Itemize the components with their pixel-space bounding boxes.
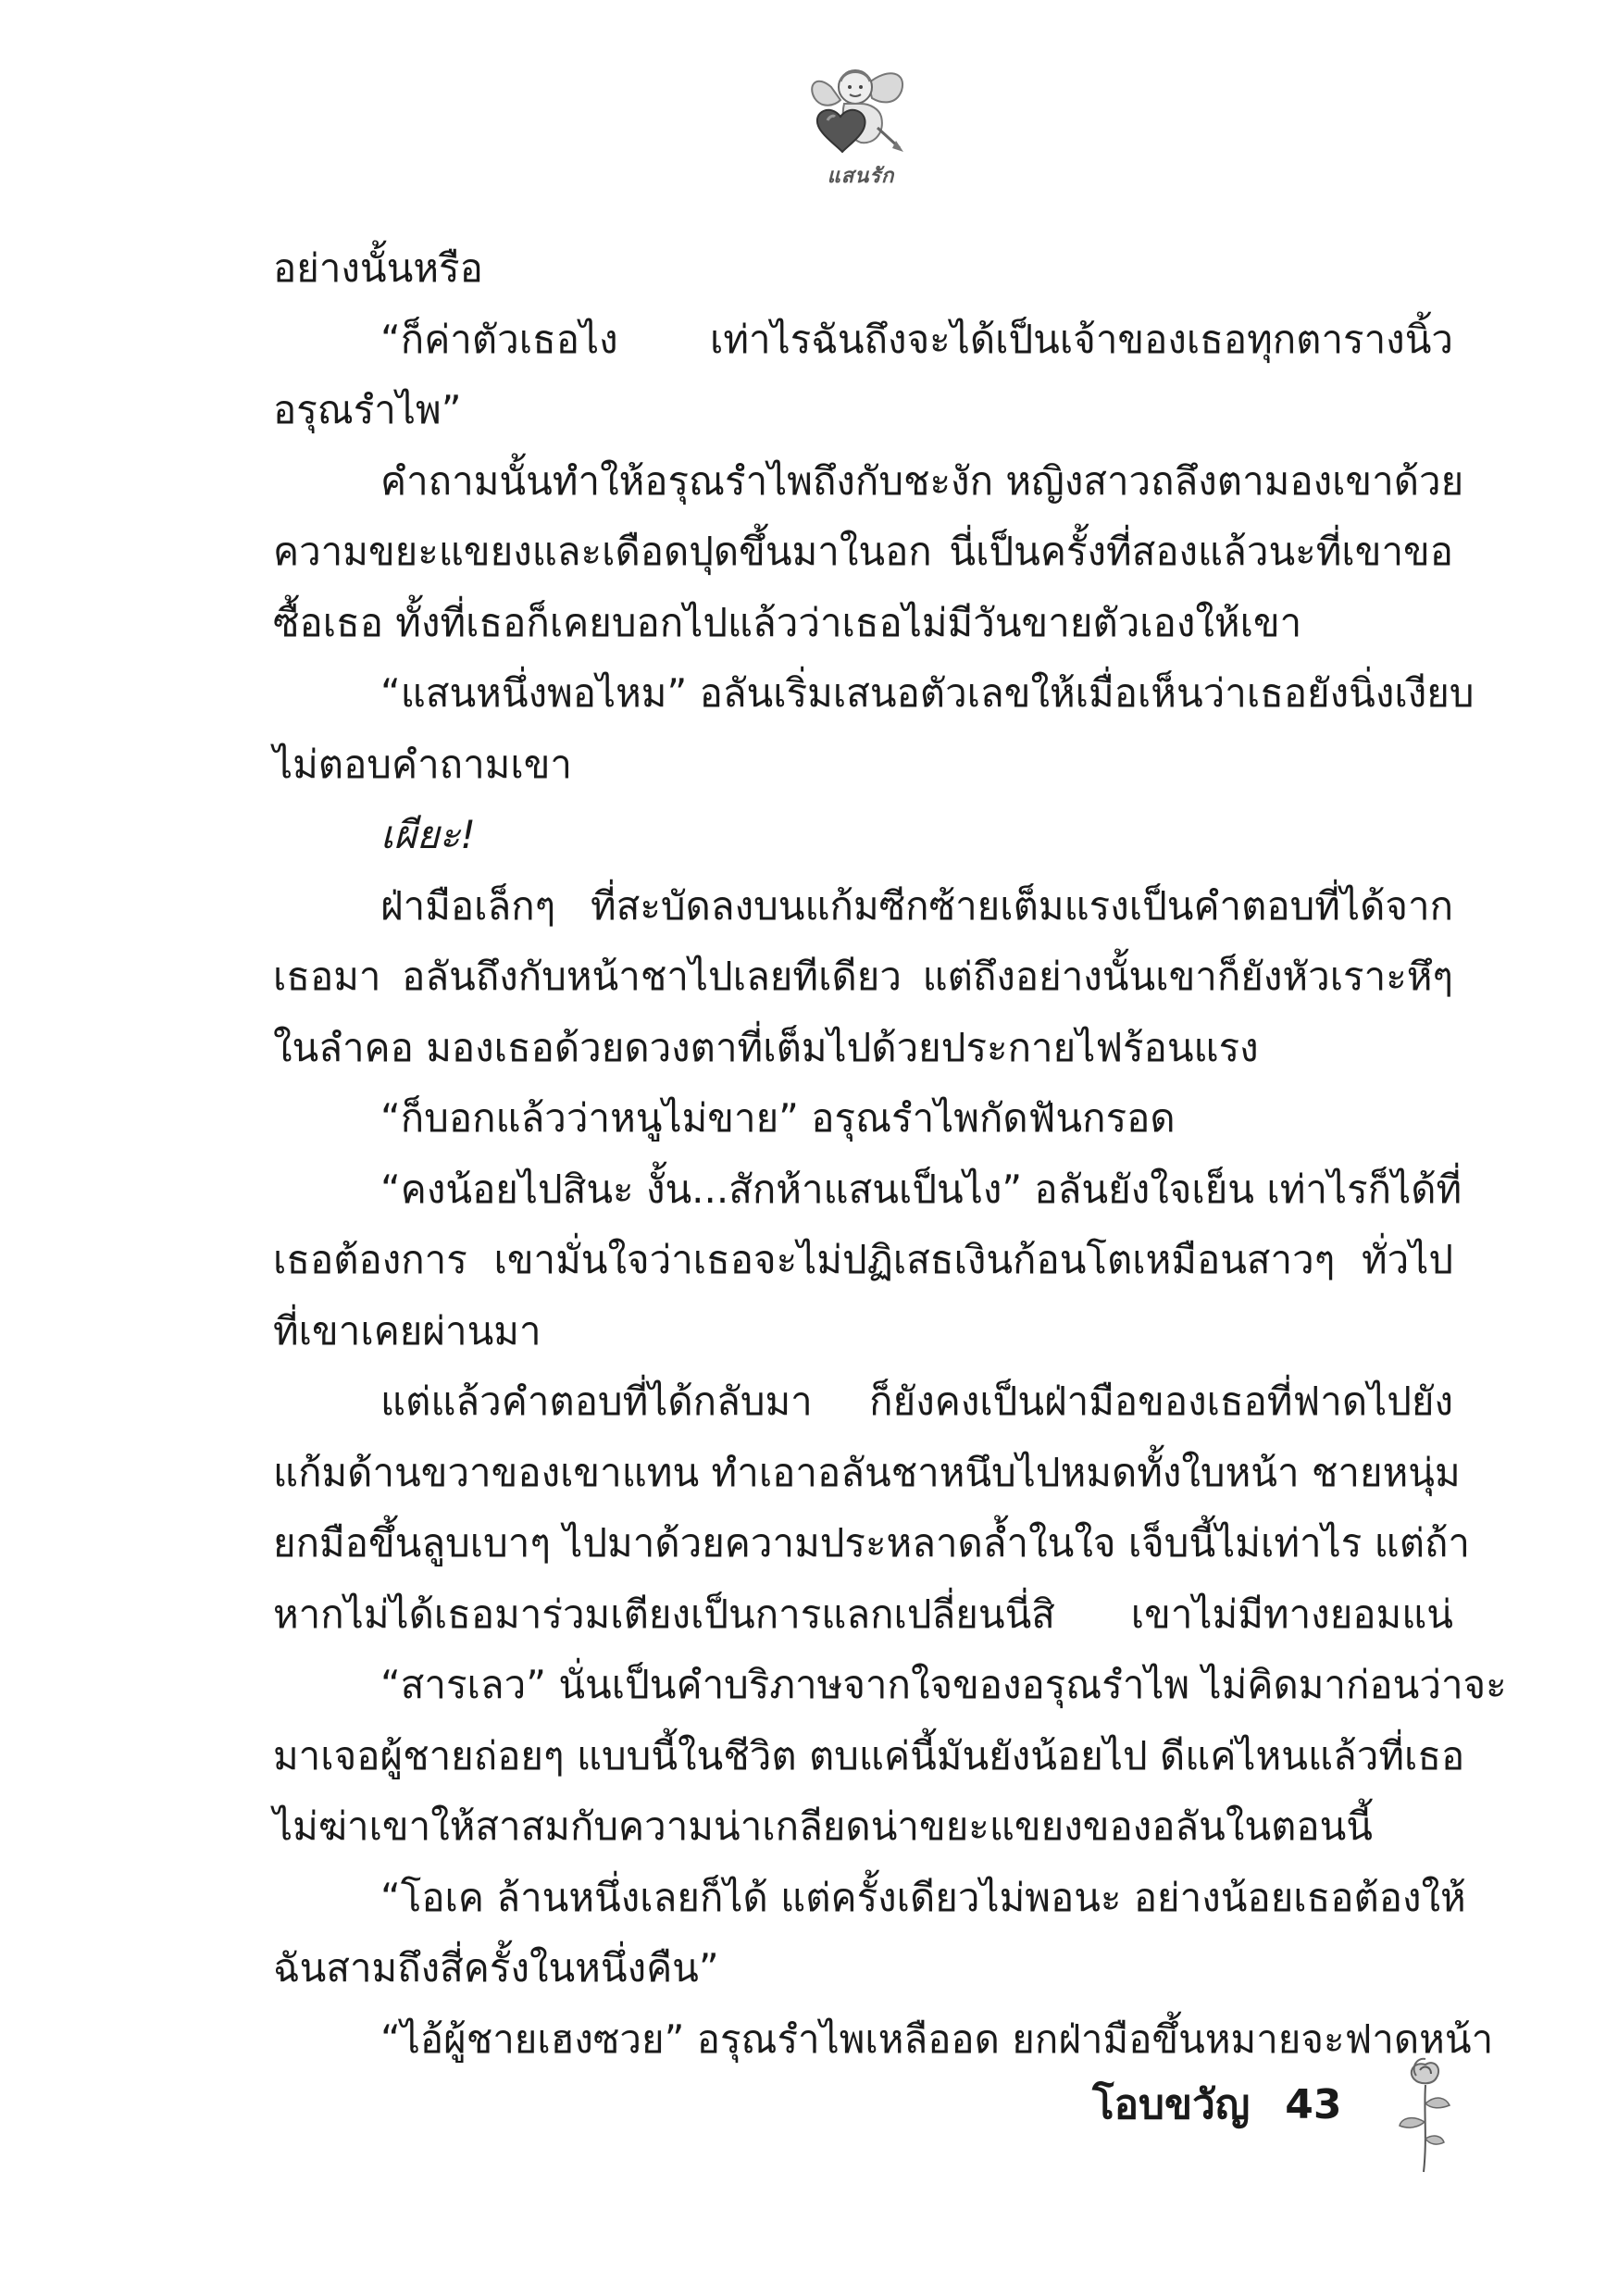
text-line: เธอมา อลันถึงกับหน้าชาไปเลยทีเดียว แต่ถึงอย่างนั้นเขาก็ยังหัวเราะหึๆ (273, 954, 1453, 999)
text-line: ฉันสามถึงสี่ครั้งในหนึ่งคืน” (273, 1945, 719, 1990)
text-line: “ก็บอกแล้วว่าหนูไม่ขาย” อรุณรำไพกัดฟันกรอด (380, 1095, 1176, 1141)
text-line: ไม่ตอบคำถามเขา (273, 742, 572, 787)
text-line: หากไม่ได้เธอมาร่วมเตียงเป็นการแลกเปลี่ยนนี่สิ เขาไม่มีทางยอมแน่ (273, 1591, 1453, 1637)
text-line: “ก็ค่าตัวเธอไง เท่าไรฉันถึงจะได้เป็นเจ้าของเธอทุกตารางนิ้ว (380, 317, 1453, 362)
italic-text: เผียะ! (380, 812, 476, 857)
text-line: ฝ่ามือเล็กๆ ที่สะบัดลงบนแก้มซีกซ้ายเต็มแรงเป็นคำตอบที่ได้จาก (380, 883, 1453, 929)
text-line: ในลำคอ มองเธอด้วยดวงตาที่เต็มไปด้วยประกายไฟร้อนแรง (273, 1025, 1259, 1070)
text-line: ยกมือขึ้นลูบเบาๆ ไปมาด้วยความประหลาดล้ำในใจ เจ็บนี้ไม่เท่าไร แต่ถ้า (273, 1520, 1470, 1566)
text-line: อย่างนั้นหรือ (273, 245, 483, 291)
page-number: 43 (1285, 2080, 1342, 2128)
cupid-heart-icon (803, 63, 918, 163)
text-line: “ไอ้ผู้ชายเฮงซวย” อรุณรำไพเหลืออด ยกฝ่ามือขึ้นหมายจะฟาดหน้า (380, 2016, 1494, 2062)
text-line: มาเจอผู้ชายถ่อยๆ แบบนี้ในชีวิต ตบแค่นี้มันยังน้อยไป ดีแค่ไหนแล้วที่เธอ (273, 1733, 1465, 1778)
text-line: แต่แล้วคำตอบที่ได้กลับมา ก็ยังคงเป็นฝ่ามือของเธอที่ฟาดไปยัง (380, 1379, 1453, 1424)
text-line: ที่เขาเคยผ่านมา (273, 1308, 541, 1354)
publisher-logo (803, 63, 918, 188)
page-footer (1092, 2072, 1342, 2137)
text-line: ไม่ฆ่าเขาให้สาสมกับความน่าเกลียดน่าขยะแขยงของอลันในตอนนี้ (273, 1803, 1374, 1849)
text-line: “แสนหนึ่งพอไหม” อลันเริ่มเสนอตัวเลขให้เมื่อเห็นว่าเธอยังนิ่งเงียบ (380, 670, 1475, 716)
text-line: “สารเลว” นั่นเป็นคำบริภาษจากใจของอรุณรำไพ ไม่คิดมาก่อนว่าจะ (380, 1662, 1507, 1707)
text-line: ความขยะแขยงและเดือดปุดขึ้นมาในอก นี่เป็นครั้งที่สองแล้วนะที่เขาขอ (273, 529, 1453, 574)
book-title: โอบขวัญ (1092, 2081, 1251, 2128)
text-line: ซื้อเธอ ทั้งที่เธอก็เคยบอกไปแล้วว่าเธอไม่มีวันขายตัวเองให้เขา (273, 600, 1302, 645)
rose-icon (1388, 2037, 1462, 2176)
logo-text: แสนรัก (827, 165, 895, 188)
text-line (380, 800, 476, 870)
text-line: อรุณรำไพ” (273, 387, 462, 432)
text-line: แก้มด้านขวาของเขาแทน ทำเอาอลันชาหนึบไปหมดทั้งใบหน้า ชายหนุ่ม (273, 1450, 1461, 1495)
text-line: คำถามนั้นทำให้อรุณรำไพถึงกับชะงัก หญิงสาวถลึงตามองเขาด้วย (380, 458, 1464, 504)
text-line: “คงน้อยไปสินะ งั้น...สักห้าแสนเป็นไง” อลันยังใจเย็น เท่าไรก็ได้ที่ (380, 1167, 1462, 1212)
text-line: เธอต้องการ เขามั่นใจว่าเธอจะไม่ปฏิเสธเงินก้อนโตเหมือนสาวๆ ทั่วไป (273, 1237, 1453, 1282)
text-line: “โอเค ล้านหนึ่งเลยก็ได้ แต่ครั้งเดียวไม่พอนะ อย่างน้อยเธอต้องให้ (380, 1875, 1466, 1920)
